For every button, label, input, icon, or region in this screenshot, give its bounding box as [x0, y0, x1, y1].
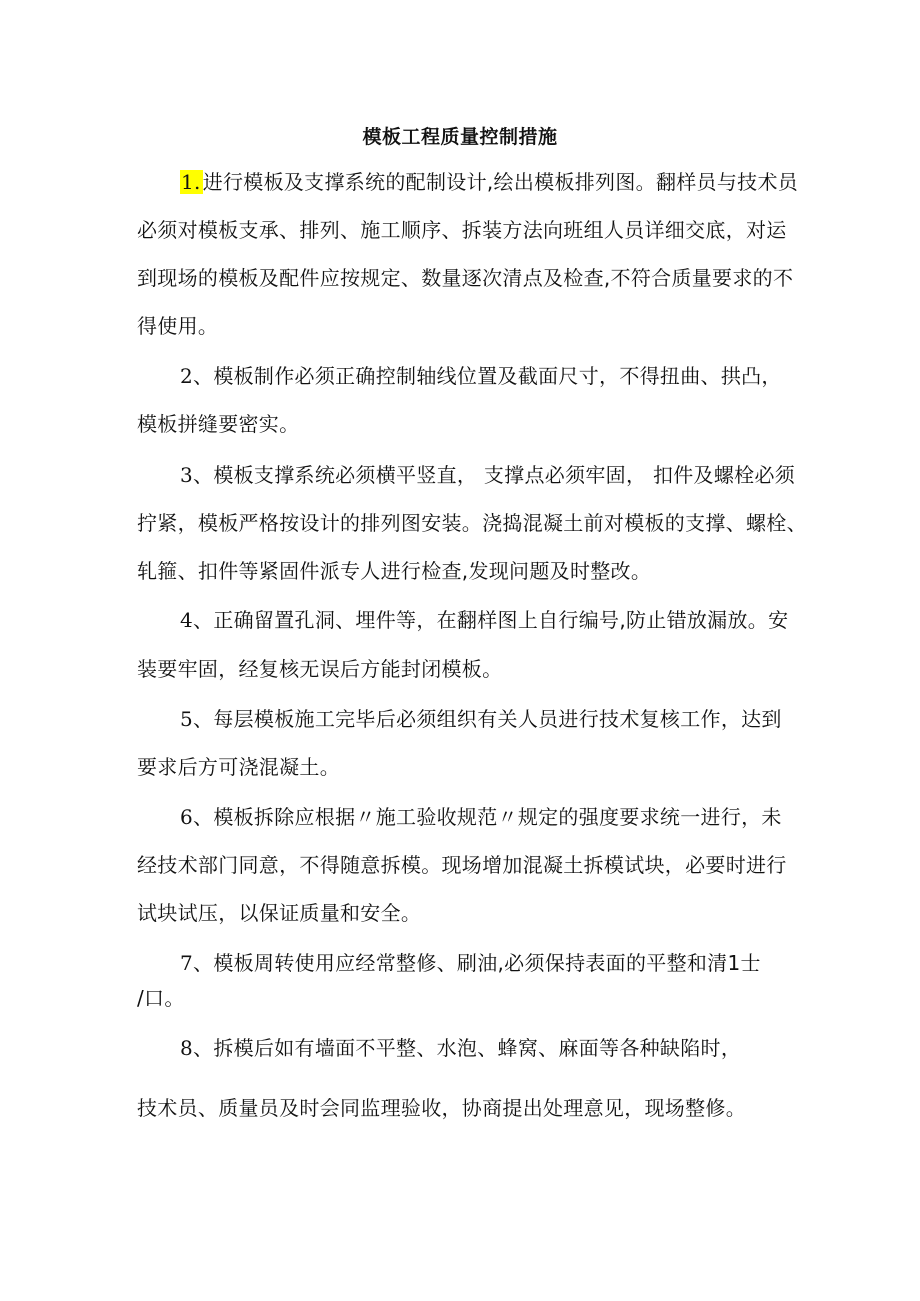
paragraph-text: 进行模板及支撑系统的配制设计,绘出模板排列图。翻样员与技术员 [202, 170, 799, 194]
paragraph-7-line-2: /口。 [137, 986, 185, 1010]
paragraph-2-line-2: 模板拼缝要密实。 [137, 412, 300, 436]
paragraph-5-line-1 [180, 705, 782, 733]
paragraph-number: 6、 [180, 805, 214, 829]
paragraph-4-line-1 [180, 606, 788, 634]
paragraph-2-line-1 [180, 362, 782, 390]
paragraph-6-line-3: 试块试压，以保证质量和安全。 [137, 901, 422, 925]
highlighted-number: 1. [181, 170, 201, 194]
paragraph-number: 7、 [180, 951, 214, 975]
paragraph-7-line-1 [180, 949, 761, 977]
paragraph-1-line-2: 必须对模板支承、排列、施工顺序、拆装方法向班组人员详细交底，对运 [137, 218, 787, 242]
paragraph-text: 模板制作必须正确控制轴线位置及截面尺寸，不得扭曲、拱凸， [213, 364, 782, 388]
paragraph-8-line-1 [180, 1034, 741, 1062]
paragraph-4-line-2: 装要牢固，经复核无误后方能封闭模板。 [137, 657, 503, 681]
paragraph-text: 拆模后如有墙面不平整、水泡、蜂窝、麻面等各种缺陷时， [213, 1036, 742, 1060]
document-title: 模板工程质量控制措施 [362, 126, 558, 148]
paragraph-number: 3、 [180, 463, 214, 487]
paragraph-number: 8、 [180, 1036, 214, 1060]
paragraph-text: 模板支撑系统必须横平竖直， 支撑点必须牢固， 扣件及螺栓必须 [213, 463, 796, 487]
paragraph-8-line-2: 技术员、质量员及时会同监理验收，协商提出处理意见，现场整修。 [137, 1096, 746, 1120]
paragraph-3-line-2: 拧紧，模板严格按设计的排列图安装。浇捣混凝土前对模板的支撑、螺栓、 [137, 511, 807, 535]
paragraph-6-line-2: 经技术部门同意，不得随意拆模。现场增加混凝土拆模试块，必要时进行 [137, 853, 787, 877]
paragraph-text: 每层模板施工完毕后必须组织有关人员进行技术复核工作，达到 [213, 707, 782, 731]
paragraph-1-line-3: 到现场的模板及配件应按规定、数量逐次清点及检查,不符合质量要求的不 [137, 266, 794, 290]
paragraph-text: 正确留置孔洞、埋件等，在翻样图上自行编号,防止错放漏放。安 [213, 608, 789, 632]
paragraph-6-line-1 [180, 803, 782, 831]
paragraph-5-line-2: 要求后方可浇混凝土。 [137, 755, 340, 779]
paragraph-text: 模板周转使用应经常整修、刷油,必须保持表面的平整和清1士 [213, 951, 761, 975]
paragraph-number: 5、 [180, 707, 214, 731]
paragraph-text: 模板拆除应根据〃施工验收规范〃规定的强度要求统一进行，未 [213, 805, 782, 829]
paragraph-3-line-3: 轧箍、扣件等紧固件派专人进行检查,发现问题及时整改。 [137, 559, 652, 583]
paragraph-3-line-1 [180, 461, 795, 489]
paragraph-number: 2、 [180, 364, 214, 388]
paragraph-1-line-4: 得使用。 [137, 314, 219, 338]
paragraph-number: 4、 [180, 608, 214, 632]
paragraph-1-line-1 [180, 168, 798, 196]
